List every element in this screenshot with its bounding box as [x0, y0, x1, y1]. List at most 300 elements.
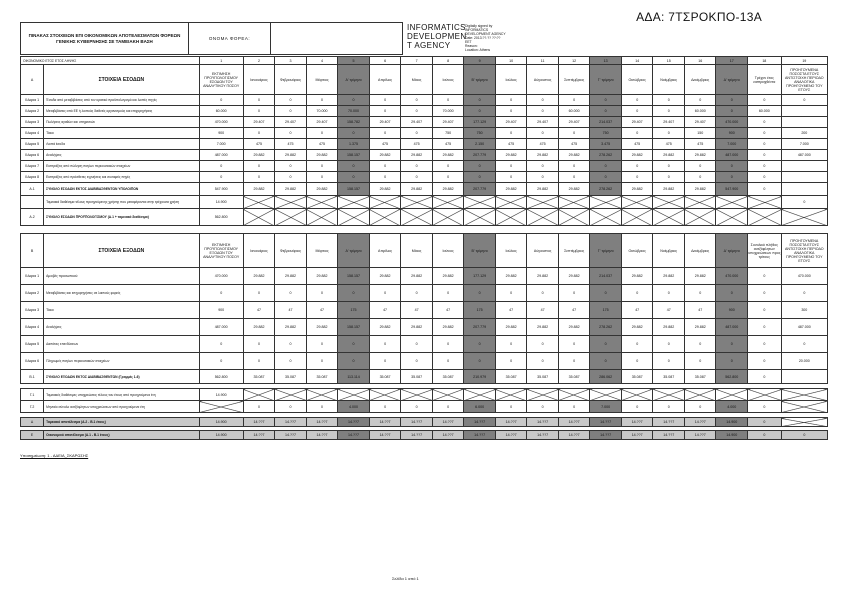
value-cell: 29.882	[369, 183, 401, 196]
value-cell	[781, 117, 827, 128]
row-description: ΣΥΝΟΛΟ ΕΞΟΔΩΝ ΕΚΤΟΣ ΔΙΑΒΙΒΑΣΘΕΝΤΩΝ (Γραμμές 1-6)	[44, 370, 200, 384]
row-code: Ιλλαρια 2	[21, 106, 44, 117]
row-code	[21, 196, 44, 209]
value-cell: 0	[527, 336, 559, 353]
crossed-cell	[558, 196, 590, 209]
value-cell: 0	[621, 401, 653, 413]
value-cell: 0	[275, 128, 307, 139]
value-cell: 14.??7	[401, 418, 433, 427]
crossed-cell	[369, 196, 401, 209]
crossed-cell	[590, 196, 622, 209]
value-cell: 35.087	[495, 370, 527, 384]
value-cell: 0	[199, 285, 243, 302]
value-cell: 278.262	[590, 183, 622, 196]
crossed-cell	[243, 209, 275, 226]
value-cell: 14.??7	[527, 418, 559, 427]
value-cell: 475	[495, 139, 527, 150]
crossed-cell	[401, 209, 433, 226]
value-cell: 29.882	[243, 319, 275, 336]
value-cell: 0	[558, 401, 590, 413]
month-header: Μάρτιος	[306, 234, 338, 268]
value-cell: 0	[338, 128, 370, 139]
row-code: Ιλλαρια 7	[21, 161, 44, 172]
month-header: Φεβρουάριος	[275, 65, 307, 95]
value-cell: 29.882	[653, 319, 685, 336]
value-cell: 29.882	[275, 150, 307, 161]
value-cell: 0	[243, 161, 275, 172]
value-cell: 0	[684, 285, 716, 302]
page-number: Σελίδα 1 από 1	[392, 576, 419, 581]
sectionB-header-row	[21, 234, 828, 268]
row-code: Ιλλαρια 1	[21, 95, 44, 106]
column-number: 5	[338, 57, 370, 65]
value-cell: 177.129	[464, 117, 496, 128]
crossed-cell	[781, 389, 827, 401]
col19-header: ΠΡΟΗΓΟΥΜΕΝΑ ΠΟΣΟΣΤΑ ΕΤΟΥΣ ΑΝΤΙΣΤΟΙΧΗ ΠΕΡΙΟΔΟ ΑΝΑΛΟΓΙΚΑ ΠΡΟΗΓΟΥΜΕΝΟ ΤΟΥ ΕΤΟΥΣ	[781, 65, 827, 95]
value-cell: 14.??7	[495, 431, 527, 440]
value-cell: 14.??7	[684, 431, 716, 440]
crossed-cell	[684, 389, 716, 401]
value-cell: 70.000	[306, 106, 338, 117]
value-cell: 0	[338, 95, 370, 106]
value-cell: 0	[684, 161, 716, 172]
value-cell: 0	[464, 106, 496, 117]
crossed-cell	[243, 389, 275, 401]
value-cell: 0	[243, 285, 275, 302]
column-number: 9	[464, 57, 496, 65]
value-cell: 0	[684, 353, 716, 370]
value-cell: 14.??7	[432, 418, 464, 427]
value-cell: 29.407	[275, 117, 307, 128]
value-cell: 29.882	[653, 268, 685, 285]
kodikos-label: ΟΙΚΟΝΟΜΙΚΟ ΕΤΟΣ ΕΤΟΣ ΛΗΨΗΣ	[21, 57, 200, 65]
month-header: Γ' τρίμηνο	[590, 65, 622, 95]
value-cell: 475	[653, 139, 685, 150]
col18-header: Τρέχον έτος εισπραχθέντα	[748, 65, 782, 95]
value-cell: 14.??7	[369, 418, 401, 427]
crossed-cell	[590, 209, 622, 226]
value-cell: 0	[748, 319, 782, 336]
column-number: 14	[621, 57, 653, 65]
value-cell: 14.??7	[369, 431, 401, 440]
row-description: Λοιπά έσοδα	[44, 139, 200, 150]
value-cell: 0	[748, 431, 782, 440]
value-cell: 35.087	[558, 370, 590, 384]
value-cell: 0	[590, 106, 622, 117]
crossed-cell	[781, 401, 827, 413]
row-code: Ιλλαρια 2	[21, 285, 44, 302]
column-number: 13	[590, 57, 622, 65]
value-cell: 0	[369, 106, 401, 117]
month-header: Αύγουστος	[527, 65, 559, 95]
value-cell: 470.000	[716, 268, 748, 285]
ada-code: ΑΔΑ: 7ΤΣΡΟΚΠΟ-13Α	[636, 10, 762, 24]
value-cell: 0	[558, 336, 590, 353]
sig-line: INFORMATICS	[465, 27, 489, 32]
value-cell: 14.900	[199, 389, 243, 401]
column-number: 10	[495, 57, 527, 65]
value-cell: 0	[781, 285, 827, 302]
value-cell: 475	[621, 139, 653, 150]
value-cell: 7.000	[781, 139, 827, 150]
value-cell: 14.??7	[558, 418, 590, 427]
value-cell: 900	[199, 302, 243, 319]
value-cell: 14.??7	[401, 431, 433, 440]
income-row	[21, 161, 828, 172]
value-cell: 0	[527, 106, 559, 117]
value-cell: 29.882	[401, 183, 433, 196]
crossed-cell	[369, 389, 401, 401]
value-cell: 475	[401, 139, 433, 150]
row-code: Ιλλαρια 3	[21, 117, 44, 128]
value-cell: 0	[401, 106, 433, 117]
crossed-cell	[432, 196, 464, 209]
value-cell: 35.087	[306, 370, 338, 384]
row-code: Ιλλαρια 6	[21, 353, 44, 370]
value-cell: 14.900	[199, 196, 243, 209]
crossed-cell	[338, 389, 370, 401]
value-cell: 47	[243, 302, 275, 319]
sig-line: EET	[465, 39, 472, 44]
value-cell: 0	[432, 95, 464, 106]
crossed-cell	[590, 389, 622, 401]
value-cell: 29.882	[243, 268, 275, 285]
value-cell: 47	[558, 302, 590, 319]
row-description: Αμοιβές προσωπικού	[44, 268, 200, 285]
value-cell: 14.??7	[275, 431, 307, 440]
crossed-cell	[716, 389, 748, 401]
value-cell: 14.??7	[653, 431, 685, 440]
crossed-cell	[781, 418, 827, 427]
value-cell: 29.882	[495, 150, 527, 161]
month-header: Ιανουάριος	[243, 65, 275, 95]
income-row	[21, 117, 828, 128]
value-cell: 0	[432, 401, 464, 413]
value-cell: 487.000	[781, 150, 827, 161]
value-cell: 14.??7	[338, 431, 370, 440]
value-cell: 29.882	[275, 183, 307, 196]
row-description: Τόκοι	[44, 302, 200, 319]
value-cell: 475	[369, 139, 401, 150]
row-code: Ιλλαρια 4	[21, 319, 44, 336]
value-cell: 60.000	[748, 106, 782, 117]
total-row	[21, 370, 828, 384]
month-header: Δ' τρίμηνο	[716, 234, 748, 268]
row-description: Πωλήσεις αγαθών και υπηρεσιών	[44, 117, 200, 128]
value-cell: 470.000	[716, 117, 748, 128]
expense-row	[21, 268, 828, 285]
value-cell: 0	[275, 401, 307, 413]
value-cell: 0	[748, 418, 782, 427]
value-cell: 35.087	[684, 370, 716, 384]
sig-line: DEVELOPMENT AGENCY	[465, 31, 506, 36]
expense-row	[21, 353, 828, 370]
value-cell: 0	[590, 161, 622, 172]
value-cell: 0	[653, 336, 685, 353]
value-cell: 0	[275, 95, 307, 106]
month-header: Β' τρίμηνο	[464, 65, 496, 95]
value-cell: 14.900	[716, 431, 748, 440]
value-cell	[781, 106, 827, 117]
spacer-row	[21, 226, 828, 234]
value-cell: 286.062	[590, 370, 622, 384]
value-cell: 0	[243, 172, 275, 183]
crossed-cell	[558, 209, 590, 226]
crossed-cell	[464, 196, 496, 209]
value-cell: 210.979	[464, 370, 496, 384]
value-cell: 0	[781, 431, 827, 440]
value-cell: 29.882	[653, 183, 685, 196]
value-cell: 0	[748, 161, 782, 172]
crossed-cell	[275, 196, 307, 209]
value-cell: 158.782	[338, 117, 370, 128]
value-cell: 0	[621, 106, 653, 117]
value-cell: 0	[590, 285, 622, 302]
value-cell: 0	[748, 95, 782, 106]
value-cell: 29.882	[275, 268, 307, 285]
main-table	[20, 56, 828, 440]
value-cell: 475	[432, 139, 464, 150]
value-cell: 29.882	[684, 268, 716, 285]
value-cell: 47	[369, 302, 401, 319]
value-cell: 0	[275, 285, 307, 302]
month-header: Α' τρίμηνο	[338, 234, 370, 268]
value-cell: 2.150	[464, 139, 496, 150]
crossed-cell	[558, 389, 590, 401]
column-number: 6	[369, 57, 401, 65]
col18-header: Συνολικό πλήθος ανεξόφλητων υποχρεώσεων προς τρίτους	[748, 234, 782, 268]
value-cell: 29.407	[243, 117, 275, 128]
value-cell: 14.??7	[243, 418, 275, 427]
value-cell: 47	[621, 302, 653, 319]
month-header: Αύγουστος	[527, 234, 559, 268]
value-cell: 29.882	[432, 183, 464, 196]
value-cell: 0	[653, 285, 685, 302]
value-cell: 29.407	[621, 117, 653, 128]
value-cell: 0	[558, 95, 590, 106]
value-cell: 0	[369, 95, 401, 106]
value-cell: 0	[590, 172, 622, 183]
value-cell: 29.882	[558, 150, 590, 161]
value-cell: 29.882	[684, 150, 716, 161]
value-cell: 29.882	[495, 319, 527, 336]
value-cell: 14.??7	[621, 418, 653, 427]
column-number: 11	[527, 57, 559, 65]
value-cell: 177.129	[464, 268, 496, 285]
crossed-cell	[464, 209, 496, 226]
value-cell: 0	[369, 285, 401, 302]
crossed-cell	[306, 209, 338, 226]
crossed-cell	[621, 389, 653, 401]
value-cell: 547.900	[199, 183, 243, 196]
crossed-cell	[748, 389, 782, 401]
row-code: Ιλλαρια 8	[21, 172, 44, 183]
crossed-cell	[527, 389, 559, 401]
value-cell: 29.882	[495, 268, 527, 285]
value-cell: 0	[684, 401, 716, 413]
value-cell: 0	[558, 172, 590, 183]
crossed-cell	[199, 401, 243, 413]
value-cell: 0	[432, 161, 464, 172]
total-row	[21, 209, 828, 226]
value-cell: 0	[464, 172, 496, 183]
value-cell: 487.000	[199, 150, 243, 161]
value-cell: 14.900	[199, 431, 243, 440]
value-cell: 7.000	[199, 139, 243, 150]
row-description: Δαπάνες επενδύσεων	[44, 336, 200, 353]
value-cell: 47	[306, 302, 338, 319]
value-cell: 562.800	[199, 209, 243, 226]
value-cell: 29.407	[306, 117, 338, 128]
row-description: Μηνιαίο σύνολο ανεξόφλητων υποχρεώσεων από προηγούμενα έτη	[44, 401, 200, 413]
value-cell: 0	[369, 172, 401, 183]
value-cell: 35.087	[621, 370, 653, 384]
value-cell: 47	[401, 302, 433, 319]
value-cell: 35.087	[401, 370, 433, 384]
value-cell: 0	[653, 353, 685, 370]
value-cell: 0	[306, 401, 338, 413]
crossed-cell	[338, 196, 370, 209]
month-header: Ιανουάριος	[243, 234, 275, 268]
crossed-cell	[306, 389, 338, 401]
crossed-cell	[621, 196, 653, 209]
value-cell: 0	[401, 128, 433, 139]
income-row	[21, 106, 828, 117]
value-cell: 0	[621, 353, 653, 370]
value-cell: 14.??7	[464, 418, 496, 427]
value-cell: 29.882	[684, 183, 716, 196]
value-cell: 14.??7	[338, 418, 370, 427]
sig-line: Reason:	[465, 43, 478, 48]
value-cell: 29.407	[684, 117, 716, 128]
row-description: Ταμειακές διαθέσιμες υποχρεώσεις τέλους του έτους από προηγούμενα έτη	[44, 389, 200, 401]
value-cell: 0	[781, 336, 827, 353]
crossed-cell	[401, 196, 433, 209]
column-number: 12	[558, 57, 590, 65]
value-cell: 0	[338, 161, 370, 172]
value-cell: 4.000	[716, 401, 748, 413]
value-cell: 29.407	[653, 117, 685, 128]
row-description: Έσοδα από μεταβιβάσεις από τον κρατικό προϋπολογισμό και λοιπές πηγές	[44, 95, 200, 106]
value-cell: 475	[684, 139, 716, 150]
value-cell: 0	[495, 336, 527, 353]
value-cell: 14.??7	[558, 431, 590, 440]
value-cell: 70.000	[432, 106, 464, 117]
value-cell: 0	[199, 95, 243, 106]
value-cell: 0	[558, 161, 590, 172]
value-cell: 0	[401, 172, 433, 183]
month-header: Νοέμβριος	[653, 65, 685, 95]
month-header: Σεπτέμβριος	[558, 234, 590, 268]
row-description: Τόκοι	[44, 128, 200, 139]
value-cell: 14.900	[199, 418, 243, 427]
row-code: Γ.2	[21, 401, 44, 413]
value-cell: 0	[338, 336, 370, 353]
income-row	[21, 172, 828, 183]
month-header: Ιούλιος	[495, 234, 527, 268]
signature-box	[403, 23, 799, 55]
crossed-cell	[495, 196, 527, 209]
value-cell: 0	[199, 336, 243, 353]
value-cell: 29.882	[621, 183, 653, 196]
value-cell: 29.882	[527, 319, 559, 336]
value-cell: 158.157	[338, 268, 370, 285]
value-cell: 562.800	[199, 370, 243, 384]
column-number: 16	[684, 57, 716, 65]
value-cell: 0	[748, 139, 782, 150]
value-cell: 0	[243, 353, 275, 370]
value-cell: 29.882	[527, 183, 559, 196]
crossed-cell	[495, 389, 527, 401]
value-cell: 0	[748, 401, 782, 413]
value-cell: 158.157	[338, 183, 370, 196]
value-cell: 29.882	[621, 268, 653, 285]
value-cell: 0	[401, 401, 433, 413]
income-row	[21, 150, 828, 161]
value-cell: 0	[369, 353, 401, 370]
value-cell: 0	[464, 336, 496, 353]
value-cell: 0	[464, 353, 496, 370]
value-cell: 0	[748, 172, 782, 183]
column-number: 4	[306, 57, 338, 65]
expense-row	[21, 336, 828, 353]
value-cell: 0	[243, 336, 275, 353]
value-cell: 35.087	[369, 370, 401, 384]
value-cell: 29.407	[432, 117, 464, 128]
row-code: Γ.1	[21, 389, 44, 401]
value-cell: 0	[338, 172, 370, 183]
value-cell: 0	[401, 161, 433, 172]
row-description: Αναλήψεις	[44, 150, 200, 161]
value-cell: 0	[748, 302, 782, 319]
column-number: 3	[275, 57, 307, 65]
value-cell: 0	[621, 336, 653, 353]
month-header: Μάιος	[401, 234, 433, 268]
sectionA-header-row	[21, 65, 828, 95]
value-cell: 0	[748, 150, 782, 161]
value-cell: 475	[275, 139, 307, 150]
value-cell: 29.882	[432, 150, 464, 161]
value-cell: 0	[716, 172, 748, 183]
value-cell: 0	[199, 172, 243, 183]
document-title: ΠΙΝΑΚΑΣ ΣΤΟΙΧΕΙΩΝ ΕΠΙ ΟΙΚΟΝΟΜΙΚΩΝ ΑΠΟΤΕΛΕΣΜΑΤΩΝ ΦΟΡΕΩΝ ΓΕΝΙΚΗΣ ΚΥΒΕΡΝΗΣΗΣ ΣΕ ΤΑΜΕΙΑΚΗ ΒΑΣΗ	[21, 23, 189, 55]
value-cell: 6.000	[464, 401, 496, 413]
value-cell: 29.882	[432, 268, 464, 285]
value-cell: 0	[653, 161, 685, 172]
row-code: Α.1	[21, 183, 44, 196]
value-cell: 0	[306, 353, 338, 370]
value-cell: 0	[716, 106, 748, 117]
row-description: Μεταβιβάσεις και επιχορηγήσεις σε λοιπούς φορείς	[44, 285, 200, 302]
row-description: Ταμειακά διαθέσιμα τέλους προηγούμενης χρήσης που μεταφέρονται στην τρέχουσα χρήση	[44, 196, 200, 209]
budget-estimate-header: ΕΚΤΙΜΗΣΗ ΠΡΟΫΠΟΛΟΓΙΣΜΟΥ ΕΞΟΔΩΝ ΤΟΥ ΑΝΑΛΥΤΙΚΟΥ ΠΟΣΟΥ	[199, 234, 243, 268]
month-header: Απρίλιος	[369, 65, 401, 95]
informatics-label: INFORMATICS DEVELOPMEN T AGENCY	[407, 22, 467, 50]
value-cell: 0	[495, 401, 527, 413]
value-cell: 14.??7	[306, 431, 338, 440]
value-cell: 0	[716, 95, 748, 106]
value-cell: 0	[527, 285, 559, 302]
value-cell: 47	[495, 302, 527, 319]
value-cell: 47	[527, 302, 559, 319]
liabilities-row	[21, 401, 828, 413]
crossed-cell	[495, 209, 527, 226]
value-cell: 0	[684, 95, 716, 106]
value-cell: 29.882	[401, 268, 433, 285]
value-cell: 29.882	[306, 183, 338, 196]
value-cell: 29.407	[495, 117, 527, 128]
value-cell: 29.882	[432, 319, 464, 336]
